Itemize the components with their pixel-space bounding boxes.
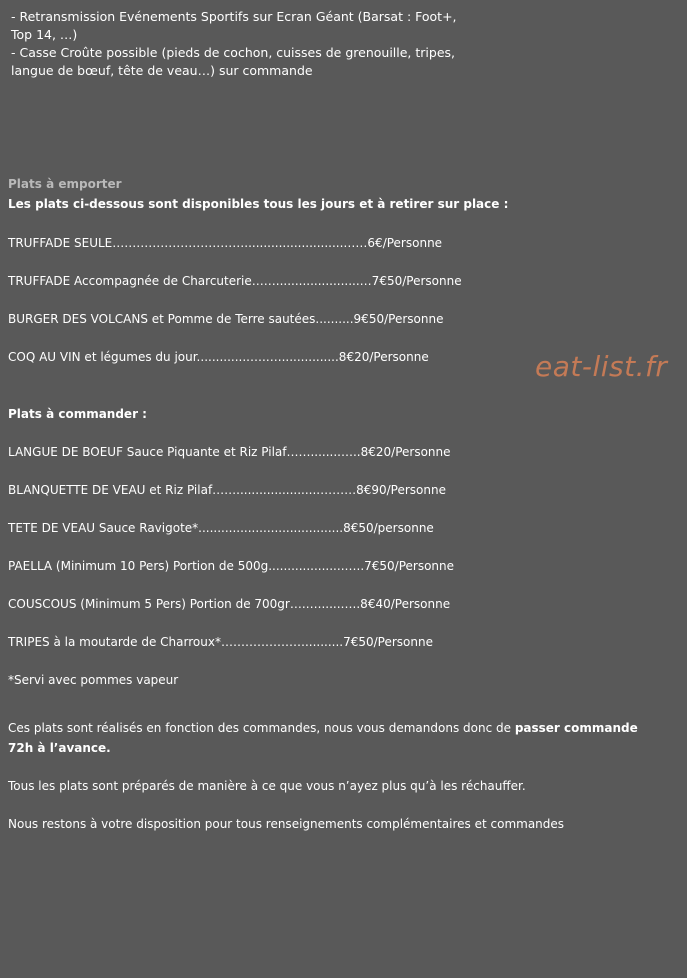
menu-item: TRUFFADE SEULE……………………………..........................……6€/Personne [8, 236, 443, 250]
menu-item: BLANQUETTE DE VEAU et Riz Pilaf……......................………8€90/Personne [8, 483, 446, 497]
menu-item: COUSCOUS (Minimum 5 Pers) Portion de 700gr….…......…..8€40/Personne [8, 597, 451, 611]
order-heading: Plats à commander : [8, 407, 147, 421]
menu-item: BURGER DES VOLCANS et Pomme de Terre sautées..........9€50/Personne [8, 312, 444, 326]
order-notice-text: Ces plats sont réalisés en fonction des commandes, nous vous demandons donc de [8, 721, 515, 735]
intro-block [11, 8, 481, 80]
takeaway-subheading: Les plats ci-dessous sont disponibles tous les jours et à retirer sur place : [8, 197, 509, 211]
watermark-logo: eat-list.fr [535, 350, 668, 383]
contact-notice: Nous restons à votre disposition pour tous renseignements complémentaires et commandes [8, 817, 565, 831]
intro-line-sports: - Retransmission Evénements Sportifs sur Ecran Géant (Barsat : Foot+, Top 14, …) [11, 9, 457, 42]
footnote: *Servi avec pommes vapeur [8, 673, 179, 687]
order-notice-emphasis: passer commande 72h à l’avance. [8, 721, 638, 755]
intro-line-snack: - Casse Croûte possible (pieds de cochon, cuisses de grenouille, tripes, langue de bœuf, tête de veau…) sur commande [11, 45, 455, 78]
menu-item: COQ AU VIN et légumes du jour..............….…................8€20/Personne [8, 350, 429, 364]
menu-item: PAELLA (Minimum 10 Pers) Portion de 500g....................…..7€50/Personne [8, 559, 455, 573]
reheat-notice: Tous les plats sont préparés de manière à ce que vous n’ayez plus qu’à les réchauffer. [8, 779, 526, 793]
menu-item: TRUFFADE Accompagnée de Charcuterie……......................…7€50/Personne [8, 274, 462, 288]
takeaway-heading: Plats à emporter [8, 177, 122, 191]
order-notice [8, 718, 648, 758]
menu-item: LANGUE DE BOEUF Sauce Piquante et Riz Pilaf……........…..8€20/Personne [8, 445, 451, 459]
menu-item: TRIPES à la moutarde de Charroux*…………………..........7€50/Personne [8, 635, 433, 649]
menu-item: TETE DE VEAU Sauce Ravigote*......................................8€50/personne [8, 521, 434, 535]
